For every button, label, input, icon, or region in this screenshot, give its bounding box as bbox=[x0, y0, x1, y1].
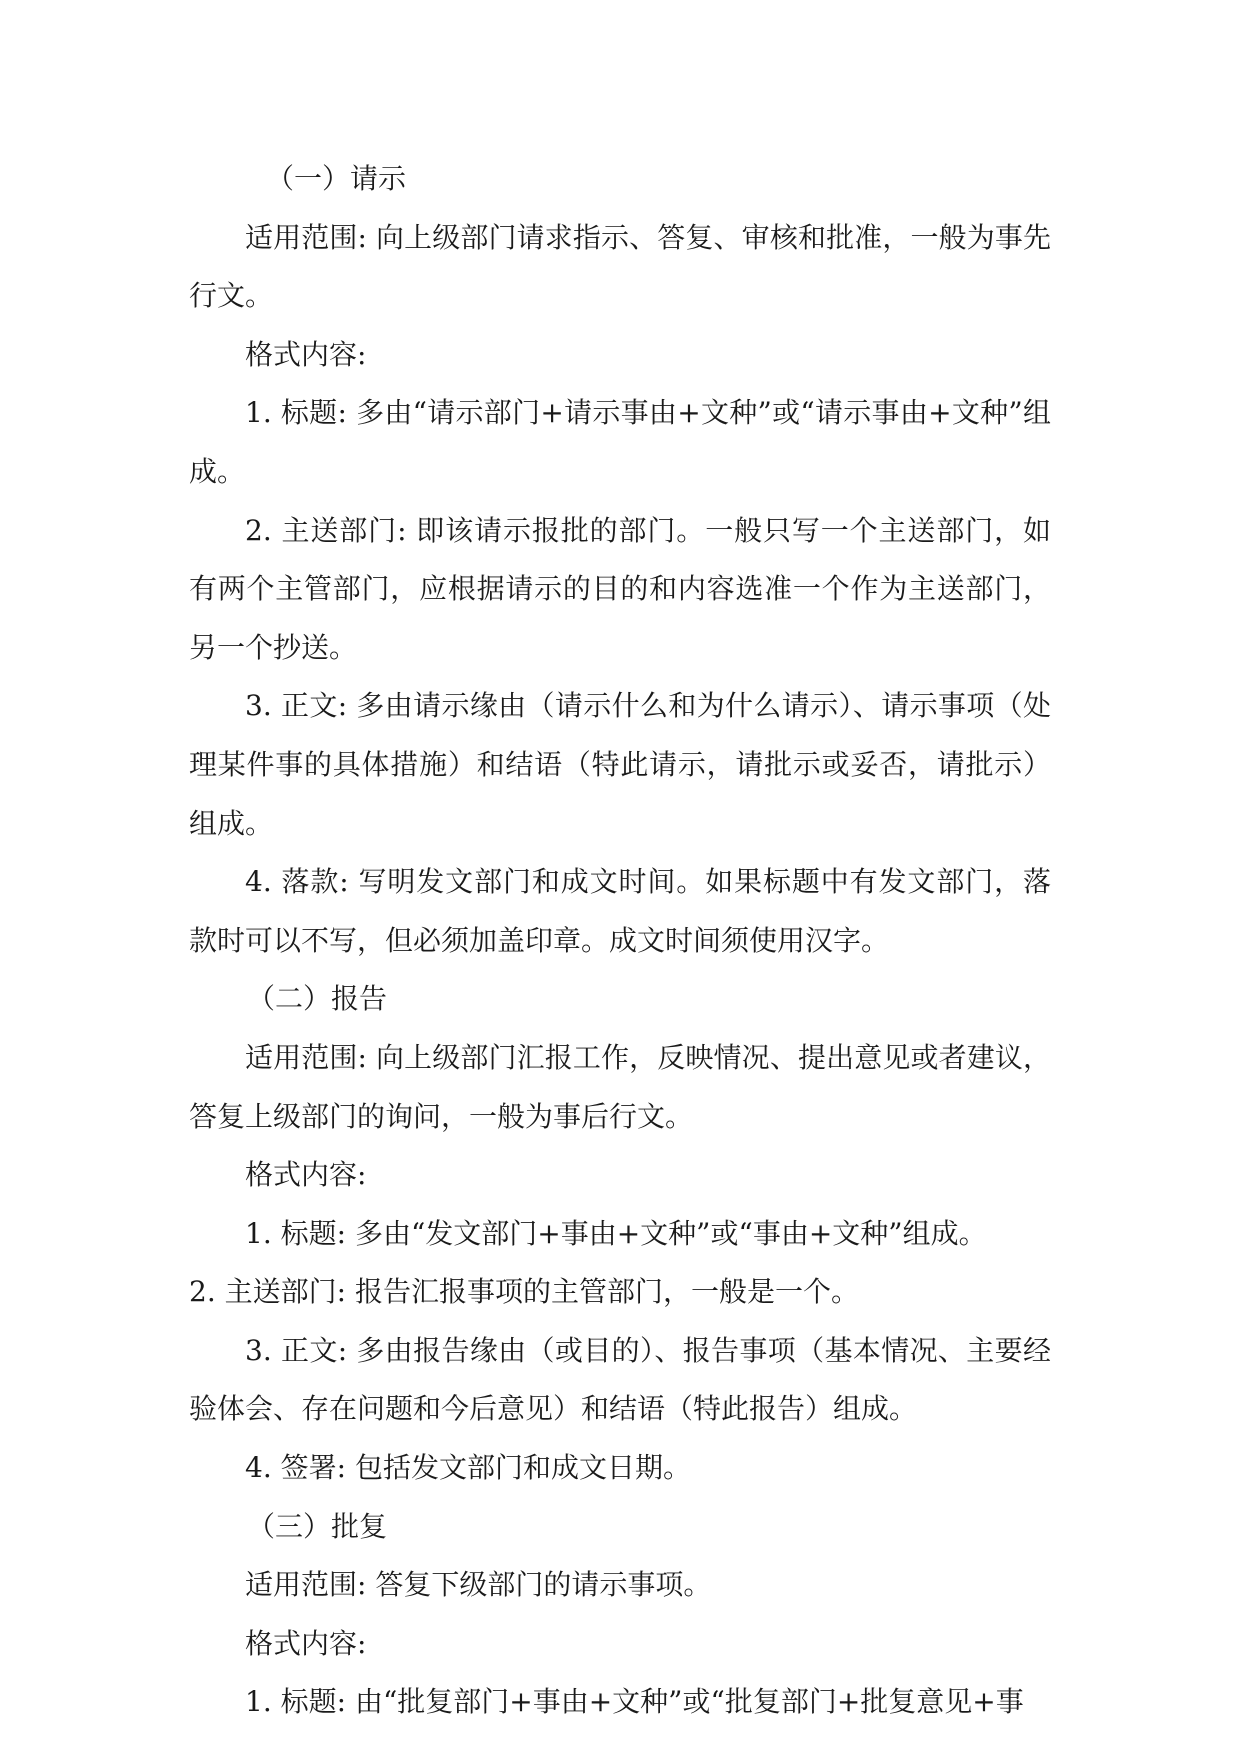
list-item: 4. 签署: 包括发文部门和成文日期。 bbox=[245, 1451, 691, 1485]
list-item: 3. 正文: 多由报告缘由（或目的）、报告事项（基本情况、主要经验体会、存在问题和今后意见）和结语（特此报告）组成。 bbox=[189, 1333, 1051, 1426]
scope-paragraph: 适用范围: 答复下级部门的请示事项。 bbox=[245, 1568, 712, 1602]
format-label: 格式内容: bbox=[245, 1626, 367, 1660]
scope-paragraph: 适用范围: 向上级部门汇报工作，反映情况、提出意见或者建议，答复上级部门的询问，一般为事后行文。 bbox=[189, 1040, 1051, 1133]
list-item: 1. 标题: 由“批复部门+事由+文种”或“批复部门+批复意见+事 bbox=[245, 1685, 1024, 1719]
section-heading-qingshi: （一）请示 bbox=[266, 162, 407, 195]
section-heading-baogao: （二）报告 bbox=[247, 982, 388, 1016]
scope-paragraph: 适用范围: 向上级部门请求指示、答复、审核和批准，一般为事先行文。 bbox=[189, 220, 1051, 313]
list-item: 4. 落款: 写明发文部门和成文时间。如果标题中有发文部门，落款时可以不写，但必须加盖印章。成文时间须使用汉字。 bbox=[189, 865, 1051, 957]
list-item: 1. 标题: 多由“请示部门+请示事由+文种”或“请示事由+文种”组成。 bbox=[189, 396, 1051, 488]
format-label: 格式内容: bbox=[245, 1158, 367, 1192]
section-heading-pifu: （三）批复 bbox=[247, 1509, 388, 1543]
list-item: 2. 主送部门: 报告汇报事项的主管部门，一般是一个。 bbox=[189, 1275, 859, 1309]
list-item: 3. 正文: 多由请示缘由（请示什么和为什么请示）、请示事项（处理某件事的具体措施）和结语（特此请示，请批示或妥否，请批示）组成。 bbox=[189, 689, 1051, 840]
list-item: 1. 标题: 多由“发文部门+事由+文种”或“事由+文种”组成。 bbox=[245, 1216, 987, 1250]
list-item: 2. 主送部门: 即该请示报批的部门。一般只写一个主送部门，如有两个主管部门，应根据请示的目的和内容选准一个作为主送部门，另一个抄送。 bbox=[189, 513, 1051, 664]
format-label: 格式内容: bbox=[245, 337, 367, 371]
document-body bbox=[189, 150, 1051, 1732]
